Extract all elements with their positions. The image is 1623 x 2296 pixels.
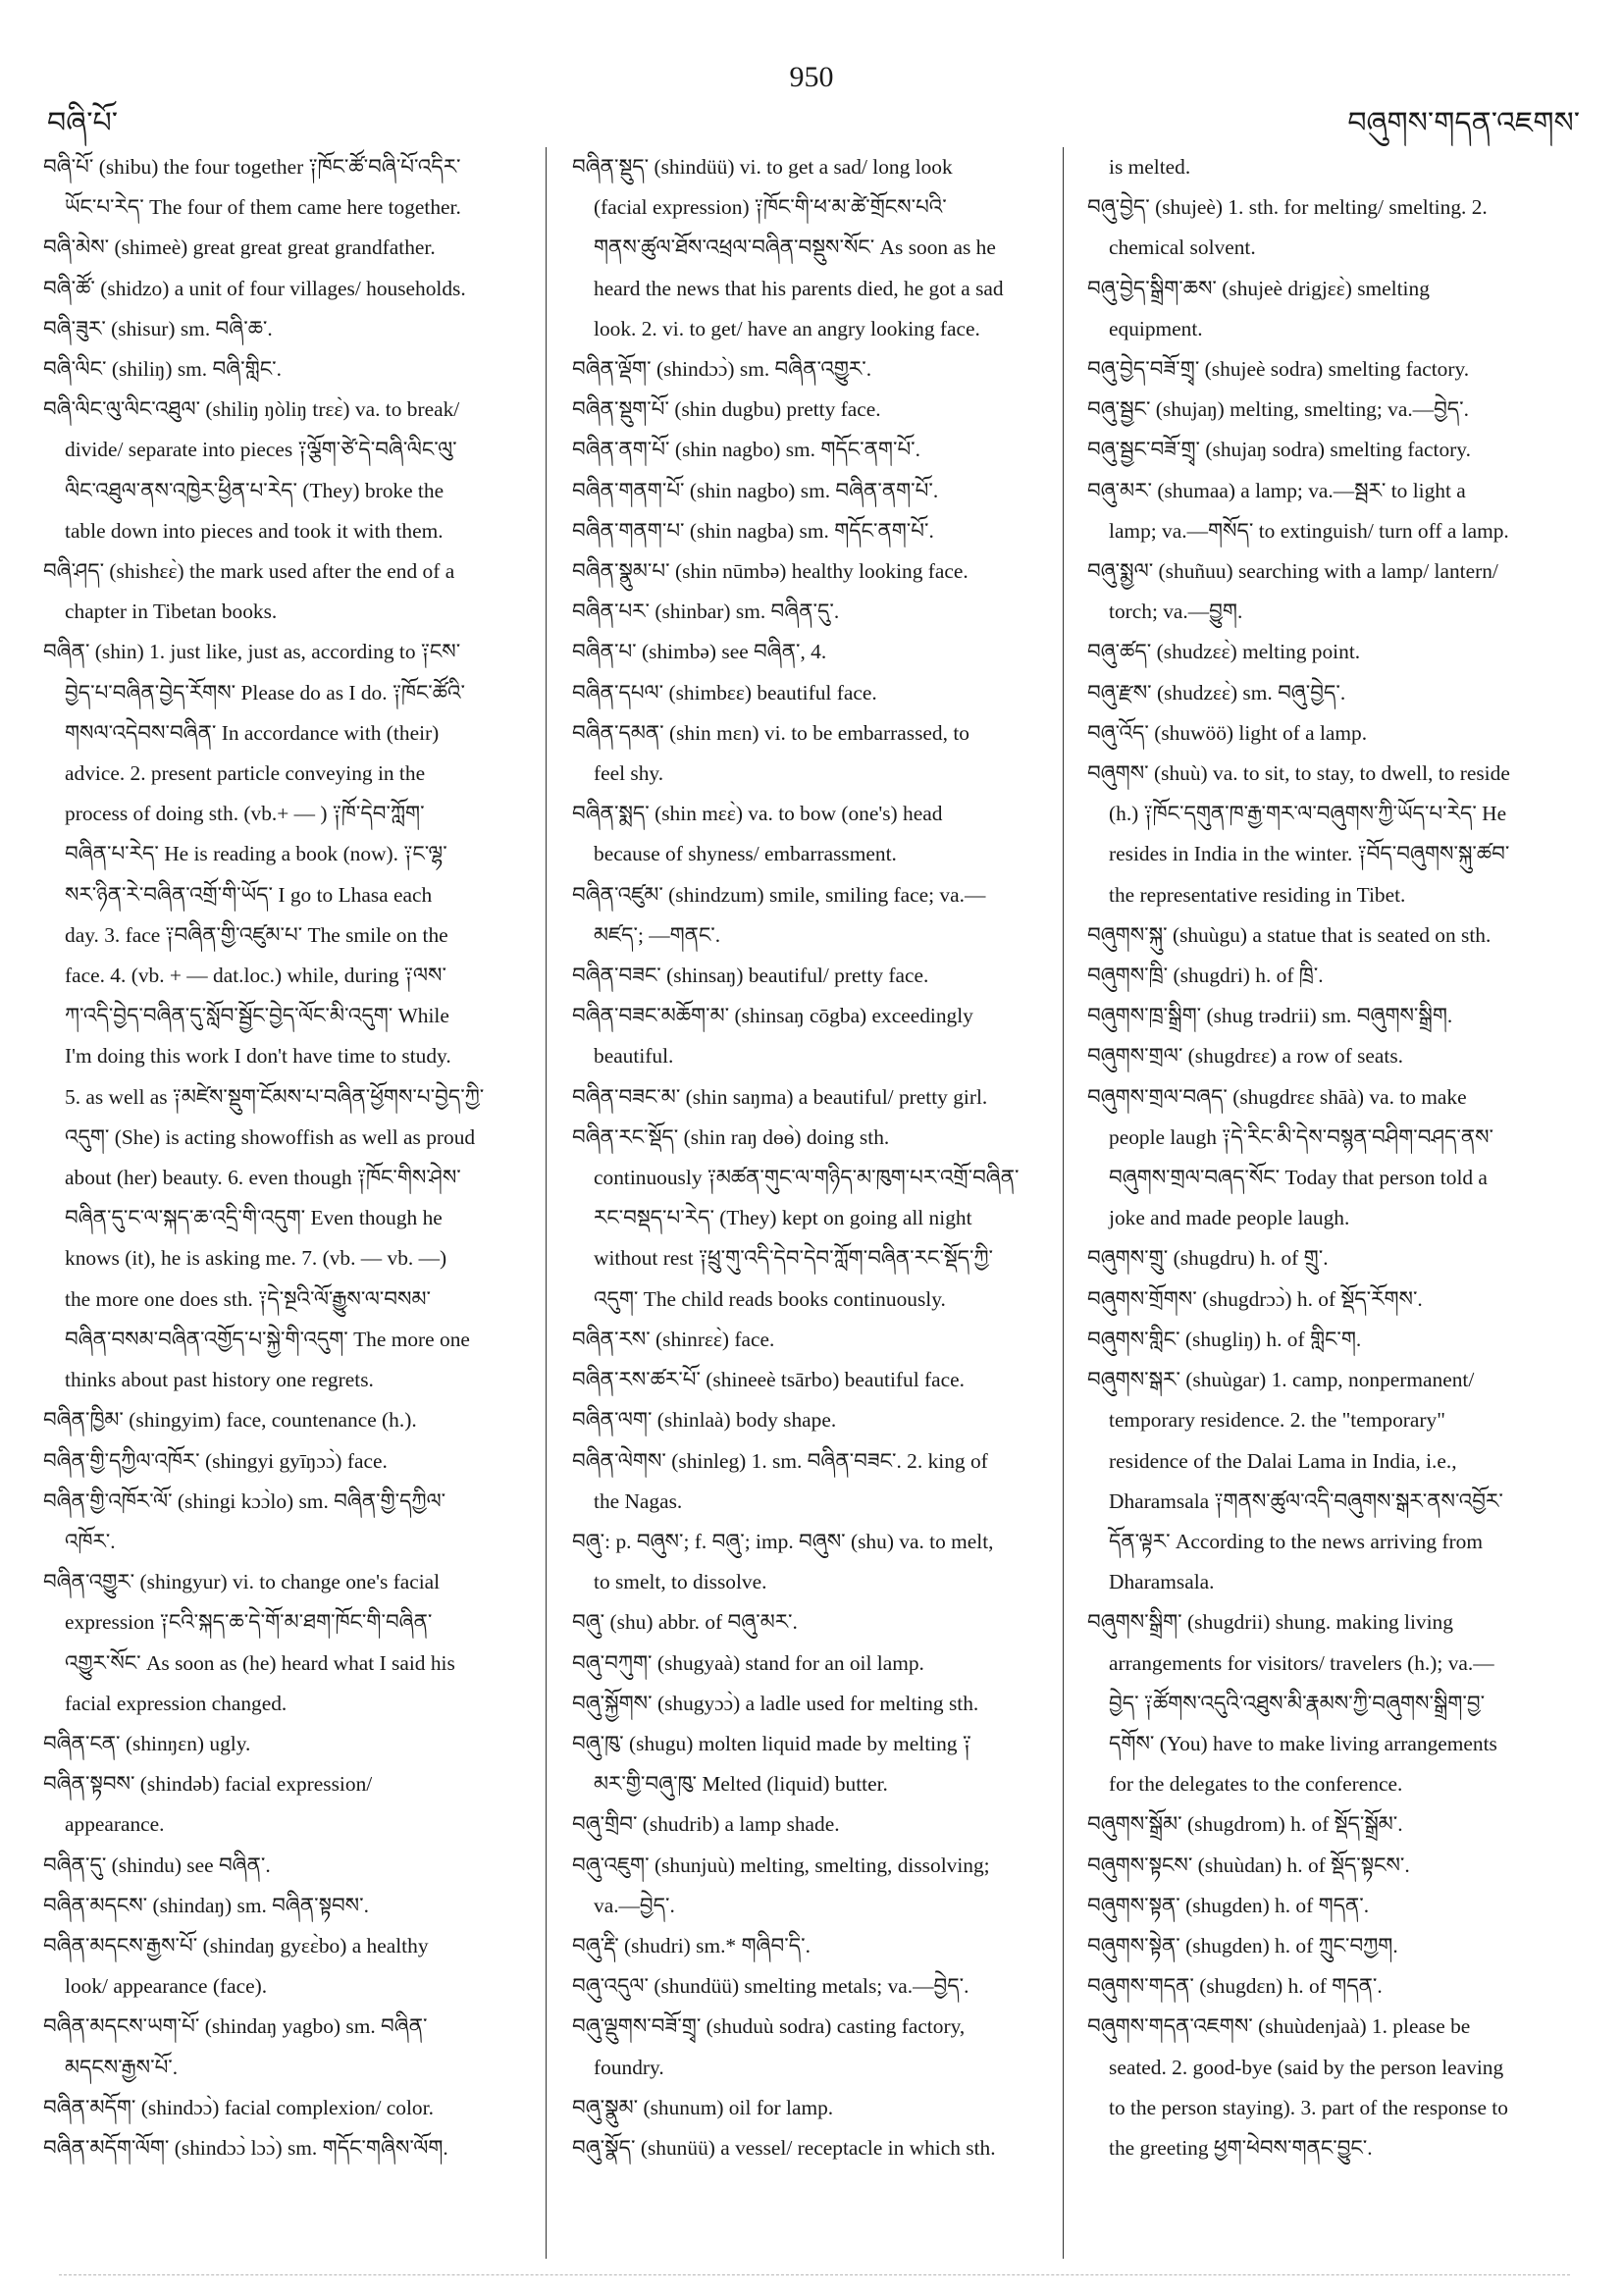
entry-continuation-line: to the person staying). 3. part of the response to <box>1109 2095 1508 2119</box>
entry-continuation-line: གནས་ཚུལ་ཐོས་འཕྲལ་བཞིན་བསྡུས་སོང་ As soon as he <box>594 235 996 260</box>
entry-line: བཞུ་མར་ (shumaa) a lamp; va.—སྦར་ to light a <box>1087 478 1466 502</box>
entry-continuation-line: Dharamsala ༑གནས་ཚུལ་འདི་བཞུགས་སྒར་ནས་འབྱོར་ <box>1109 1488 1503 1513</box>
column-3 <box>1087 147 1570 2168</box>
entry-continuation-line: day. 3. face ༑བཞིན་གྱི་འཛུམ་པ་ The smile on the <box>65 922 448 947</box>
entry-line: བཞིན་པར་ (shinbar) sm. བཞིན་དུ་. <box>572 600 840 624</box>
footer-rule <box>59 2274 1570 2275</box>
entry-continuation-line: འཁོར་. <box>65 1529 116 1553</box>
entry-continuation-line: རང་བསྡད་པ་རེད་ (They) kept on going all night <box>594 1206 972 1230</box>
entry-line: བཞིན་གྱི་འཁོར་ལོ་ (shingi kɔɔ̀lo) sm. བཞིན་གྱི་དཀྱིལ་ <box>43 1488 446 1513</box>
entry-line: བཞི་མེས་ (shimeè) great great great grandfather. <box>43 235 436 260</box>
entry-line: བཞུ་གྲིབ་ (shudrib) a lamp shade. <box>572 1812 840 1837</box>
entry-continuation-line: feel shy. <box>594 761 664 786</box>
entry-line: བཞིན་མདོག་ (shindɔɔ̀) facial complexion/ color. <box>43 2095 434 2119</box>
entry-line: བཞི་ཚོ་ (shidzo) a unit of four villages/ households. <box>43 276 466 300</box>
entry-line: བཞུ་ཁུ་ (shugu) molten liquid made by melting ༑ <box>572 1731 971 1755</box>
entry-line: བཞུ་ཚད་ (shudzɛɛ̀) melting point. <box>1087 640 1361 664</box>
entry-line: བཞུ་བཀུག་ (shugyaà) stand for an oil lamp. <box>572 1650 924 1675</box>
entry-line: བཞུ་ (shu) abbr. of བཞུ་མར་. <box>572 1610 798 1635</box>
entry-line: བཞུ་འདུལ་ (shundüü) smelting metals; va.—བྱེད་. <box>572 1974 969 1999</box>
entry-line: བཞི་ཟུར་ (shisur) sm. བཞི་ཆ་. <box>43 316 273 340</box>
entry-continuation-line: without rest ༑ཕྲུ་གུ་འདི་དེབ་དེབ་ཀློག་བཞིན་རང་སྡོད་ཀྱི་ <box>594 1246 994 1271</box>
entry-continuation-line: བཞིན་བསམ་བཞིན་འགྱོད་པ་སྐྱེ་གི་འདུག་ The more one <box>65 1327 470 1351</box>
entry-line: བཞིན་བཟང་མཆོག་མ་ (shinsaŋ cōgba) exceedingly <box>572 1004 973 1028</box>
entry-line: བཞུ་འཇུག་ (shunjuù) melting, smelting, dissolving; <box>572 1852 990 1877</box>
entry-continuation-line: (h.) ༑ཁོང་དགུན་ཁ་རྒྱ་གར་ལ་བཞུགས་ཀྱི་ཡོད་པ་རེད་ He <box>1109 802 1507 826</box>
entry-line: བཞིན་རང་སྡོད་ (shin raŋ dɵɵ̀) doing sth. <box>572 1124 890 1149</box>
entry-continuation-line: temporary residence. 2. the "temporary" <box>1109 1408 1445 1433</box>
column-1 <box>43 147 522 2168</box>
entry-line: བཞུགས་གྲོགས་ (shugdrɔɔ̀) h. of སྡོད་རོགས་. <box>1087 1286 1423 1311</box>
entry-line: བཞིན་དཔལ་ (shimbɛɛ) beautiful face. <box>572 680 877 704</box>
entry-line: བཞུགས་སྐུ་ (shuùgu) a statue that is seated on sth. <box>1087 922 1492 947</box>
entry-line: བཞིན་འཛུམ་ (shindzum) smile, smiling face; va.— <box>572 882 986 907</box>
entry-line: བཞིན་གནག་པོ་ (shin nagbo) sm. བཞིན་ནག་པོ་. <box>572 478 939 502</box>
entry-continuation-line: མཛད་; —གནང་. <box>594 922 721 947</box>
entry-continuation-line: གསལ་འདེབས་བཞིན་ In accordance with (their) <box>65 720 440 745</box>
header-right-guideword: བཞུགས་གདན་འཇགས་ <box>1347 107 1580 139</box>
entry-continuation-line: Dharamsala. <box>1109 1570 1215 1594</box>
entry-continuation-line: foundry. <box>594 2055 664 2079</box>
entry-continuation-line: འདུག་ The child reads books continuously. <box>594 1286 946 1311</box>
entry-line: བཞིན་པ་ (shimbə) see བཞིན་, 4. <box>572 640 827 664</box>
entry-continuation-line: joke and made people laugh. <box>1109 1206 1350 1230</box>
entry-line: བཞུ་སྨྱལ་ (shuñuu) searching with a lamp/ lantern/ <box>1087 559 1498 584</box>
entry-continuation-line: arrangements for visitors/ travelers (h.); va.— <box>1109 1650 1494 1675</box>
entry-continuation-line: ཀ་འདི་བྱེད་བཞིན་དུ་སློབ་སྦྱོང་བྱེད་ལོང་མི་འདུག་ While <box>65 1004 449 1028</box>
entry-line: བཞུགས་སྟན་ (shugden) h. of གདན་. <box>1087 1893 1370 1917</box>
entry-line: བཞུ་སྦྱང་ (shujaŋ) melting, smelting; va.—བྱེད་. <box>1087 397 1470 422</box>
entry-continuation-line: བྱེད་ ༑ཚོགས་འདུའི་འཐུས་མི་རྣམས་ཀྱི་བཞུགས་སྒྲིག་བྱ་ <box>1109 1691 1486 1715</box>
entry-continuation-line: divide/ separate into pieces ༑ལྕོག་ཙེ་དེ་བཞི་ལིང་ལུ་ <box>65 438 457 462</box>
entry-line: བཞིན་སྣུམ་པ་ (shin nūmbə) healthy looking face. <box>572 559 969 584</box>
entry-continuation-line: ཡོང་པ་རེད་ The four of them came here together. <box>65 195 461 220</box>
entry-continuation-line: look/ appearance (face). <box>65 1974 268 1999</box>
entry-continuation-line: the greeting ཕྱག་ཕེབས་གནང་བྱུང་. <box>1109 2135 1373 2160</box>
entry-continuation-line: beautiful. <box>594 1044 674 1069</box>
entry-continuation-line: chemical solvent. <box>1109 235 1256 260</box>
entry-continuation-line: seated. 2. good-bye (said by the person leaving <box>1109 2055 1504 2079</box>
entry-line: བཞིན་ (shin) 1. just like, just as, according to ༑ངས་ <box>43 640 461 664</box>
entry-continuation-line: ལིང་འཐུལ་ནས་འཁྱེར་ཕྱིན་པ་རེད་ (They) broke the <box>65 478 445 502</box>
entry-continuation-line: the more one does sth. ༑དེ་སྔའི་ལོ་རྒྱུས་ལ་བསམ་ <box>65 1286 431 1311</box>
entry-continuation-line: people laugh ༑དེ་རིང་མི་དེས་བསྙན་བཤིག་བཤད་ནས་ <box>1109 1124 1494 1149</box>
entry-line: བཞིན་བཟང་ (shinsaŋ) beautiful/ pretty face. <box>572 964 929 988</box>
entry-line: བཞིན་མདངས་ (shindaŋ) sm. བཞིན་སྟབས་. <box>43 1893 369 1917</box>
entry-line: བཞིན་གྱི་དཀྱིལ་འཁོར་ (shingyi gyīŋɔɔ̀) face. <box>43 1448 388 1473</box>
entry-continuation-line: equipment. <box>1109 316 1203 340</box>
entry-line: བཞུགས་སྟངས་ (shuùdan) h. of སྡོད་སྟངས་. <box>1087 1852 1410 1877</box>
entry-line: བཞུ་: p. བཞུས་; f. བཞུ་; imp. བཞུས་ (shu) va. to melt, <box>572 1529 994 1553</box>
entry-continuation-line: for the delegates to the conference. <box>1109 1772 1403 1797</box>
column-divider <box>546 147 547 2259</box>
entry-continuation-line: is melted. <box>1109 155 1191 179</box>
entry-continuation-line: heard the news that his parents died, he got a sad <box>594 276 1004 300</box>
entry-continuation-line: facial expression changed. <box>65 1691 288 1715</box>
entry-continuation-line: resides in India in the winter. ༑བོད་བཞུགས་སྐུ་ཚབ་ <box>1109 842 1510 866</box>
entry-line: བཞུགས་སྒྲིག་ (shugdrii) shung. making living <box>1087 1610 1453 1635</box>
entry-line: བཞིན་སྡུད་ (shindüü) vi. to get a sad/ long look <box>572 155 953 179</box>
entry-continuation-line: knows (it), he is asking me. 7. (vb. — vb. —) <box>65 1246 447 1271</box>
entry-line: བཞིན་ལག་ (shinlaà) body shape. <box>572 1408 837 1433</box>
entry-continuation-line: face. 4. (vb. + — dat.loc.) while, during ༑ལས་ <box>65 964 446 988</box>
entry-line: བཞུ་རྫས་ (shudzɛɛ̀) sm. བཞུ་བྱེད་. <box>1087 680 1346 704</box>
entry-continuation-line: བཞིན་པ་རེད་ He is reading a book (now). ༑ང་ལྷ་ <box>65 842 447 866</box>
entry-line: བཞུགས་གླིང་ (shugliŋ) h. of གླིང་ག. <box>1087 1327 1362 1351</box>
entry-continuation-line: 5. as well as ༑མཛེས་སྡུག་ངོམས་པ་བཞིན་ཕྱོགས་པ་བྱེད་ཀྱི་ <box>65 1084 485 1109</box>
entry-continuation-line: མདངས་རྒྱས་པོ་. <box>65 2055 179 2079</box>
entry-continuation-line: འགྱུར་སོང་ As soon as (he) heard what I said his <box>65 1650 455 1675</box>
entry-continuation-line: བྱེད་པ་བཞིན་བྱེད་རོགས་ Please do as I do. ༑ཁོང་ཚོའི་ <box>65 680 465 704</box>
entry-line: བཞིན་ནག་པོ་ (shin nagbo) sm. གདོང་ནག་པོ་. <box>572 438 920 462</box>
page-number: 950 <box>789 61 834 93</box>
entry-line: བཞུགས་ཁྲ་སྒྲིག་ (shug trədrii) sm. བཞུགས་སྒྲིག. <box>1087 1004 1453 1028</box>
entry-line: བཞུ་སྐྱོགས་ (shugyɔɔ̀) a ladle used for melting sth. <box>572 1691 979 1715</box>
entry-line: བཞུགས་གྲལ་ (shugdrɛɛ) a row of seats. <box>1087 1044 1404 1069</box>
header-left-guideword: བཞི་པོ་ <box>47 107 119 139</box>
entry-line: བཞི་པོ་ (shibu) the four together ༑ཁོང་ཚོ་བཞི་པོ་འདིར་ <box>43 155 461 179</box>
entry-continuation-line: མར་གྱི་བཞུ་ཁུ་ Melted (liquid) butter. <box>594 1772 888 1797</box>
entry-line: བཞུ་རྡི་ (shudri) sm.* གཞིབ་དི་. <box>572 1933 811 1957</box>
entry-line: བཞིན་ཁྱིམ་ (shingyim) face, countenance (h.). <box>43 1408 417 1433</box>
entry-line: བཞུ་བྱེད་སྒྲིག་ཆས་ (shujeè drigjɛɛ̀) smelting <box>1087 276 1430 300</box>
entry-line: བཞུགས་གྲུ་ (shugdru) h. of གྲུ་. <box>1087 1246 1329 1271</box>
entry-continuation-line: appearance. <box>65 1812 165 1837</box>
entry-line: བཞུགས་གདན་འཇགས་ (shuùdenjaà) 1. please be <box>1087 2014 1471 2039</box>
entry-line: བཞུགས་སྒར་ (shuùgar) 1. camp, nonpermanent/ <box>1087 1368 1475 1392</box>
entry-continuation-line: va.—བྱེད་. <box>594 1893 675 1917</box>
entry-continuation-line: སར་ཉིན་རེ་བཞིན་འགྲོ་གི་ཡོད་ I go to Lhasa each <box>65 882 433 907</box>
entry-continuation-line: བཞིན་དུ་ང་ལ་སྐད་ཆ་འདྲི་གི་འདུག་ Even though he <box>65 1206 443 1230</box>
entry-line: བཞུ་སྣུམ་ (shunum) oil for lamp. <box>572 2095 834 2119</box>
entry-line: བཞི་ལིང་ལུ་ལིང་འཐུལ་ (shiliŋ ŋòliŋ trɛɛ̀) va. to break/ <box>43 397 460 422</box>
entry-continuation-line: དགོས་ (You) have to make living arrangements <box>1109 1731 1497 1755</box>
entry-continuation-line: thinks about past history one regrets. <box>65 1368 374 1392</box>
entry-line: བཞུ་སྣོད་ (shunüü) a vessel/ receptacle in which sth. <box>572 2135 996 2160</box>
entry-continuation-line: (facial expression) ༑ཁོང་གི་ཕ་མ་ཚེ་གྲོངས་པའི་ <box>594 195 947 220</box>
entry-continuation-line: continuously ༑མཚན་གུང་ལ་གཉིད་མ་ཁུག་པར་འགྲོ་བཞིན་ <box>594 1166 1020 1190</box>
entry-line: བཞིན་དུ་ (shindu) see བཞིན་. <box>43 1852 271 1877</box>
entry-line: བཞུགས་གྲལ་བཞད་ (shugdrɛɛ shāà) va. to make <box>1087 1084 1467 1109</box>
entry-continuation-line: I'm doing this work I don't have time to study. <box>65 1044 451 1069</box>
entry-line: བཞུགས་ཁྲི་ (shugdri) h. of ཁྲི་. <box>1087 964 1324 988</box>
entry-line: བཞིན་མདངས་ཡག་པོ་ (shindaŋ yagbo) sm. བཞིན་ <box>43 2014 428 2039</box>
entry-continuation-line: the Nagas. <box>594 1488 683 1513</box>
entry-line: བཞུ་འོད་ (shuwöö) light of a lamp. <box>1087 720 1368 745</box>
entry-line: བཞུགས་ (shuù) va. to sit, to stay, to dwell, to reside <box>1087 761 1510 786</box>
entry-continuation-line: expression ༑ངའི་སྐད་ཆ་དེ་གོ་མ་ཐག་ཁོང་གི་བཞིན་ <box>65 1610 433 1635</box>
entry-line: བཞིན་མདོག་ལོག་ (shindɔɔ̀ lɔɔ̀) sm. གདོང་གཞིས་ལོག. <box>43 2135 448 2160</box>
entry-continuation-line: table down into pieces and took it with them. <box>65 518 444 543</box>
entry-line: བཞིན་རས་ཚར་པོ་ (shineeè tsārbo) beautiful face. <box>572 1368 965 1392</box>
entry-continuation-line: process of doing sth. (vb.+ — ) ༑ཁོ་དེབ་ཀློག་ <box>65 802 425 826</box>
entry-line: བཞིན་སྡུག་པོ་ (shin dugbu) pretty face. <box>572 397 881 422</box>
entry-continuation-line: lamp; va.—གསོད་ to extinguish/ turn off a lamp. <box>1109 518 1509 543</box>
entry-line: བཞུ་བྱེད་བཟོ་གྲྭ་ (shujeè sodra) smelting factory. <box>1087 357 1470 382</box>
entry-line: བཞིན་སྨད་ (shin mɛɛ̀) va. to bow (one's) head <box>572 802 943 826</box>
entry-continuation-line: འདུག་ (She) is acting showoffish as well as proud <box>65 1124 476 1149</box>
column-divider <box>1063 147 1064 2259</box>
entry-line: བཞིན་ངན་ (shinŋɛn) ugly. <box>43 1731 251 1755</box>
entry-line: བཞུགས་སྟེན་ (shugden) h. of ཀྲུང་བཀྱག. <box>1087 1933 1398 1957</box>
entry-continuation-line: torch; va.—བྱུག. <box>1109 600 1243 624</box>
entry-line: བཞིན་ལེགས་ (shinleg) 1. sm. བཞིན་བཟང་. 2. king of <box>572 1448 988 1473</box>
entry-continuation-line: the representative residing in Tibet. <box>1109 882 1406 907</box>
entry-line: བཞི་ཤད་ (shishɛɛ̀) the mark used after the end of a <box>43 559 455 584</box>
entry-continuation-line: དོན་ལྟར་ According to the news arriving from <box>1109 1529 1483 1553</box>
entry-line: བཞིན་རས་ (shinrɛɛ̀) face. <box>572 1327 775 1351</box>
entry-line: བཞུ་སྦྱང་བཟོ་གྲྭ་ (shujaŋ sodra) smelting factory. <box>1087 438 1471 462</box>
entry-line: བཞིན་དམན་ (shin mɛn) vi. to be embarrassed, to <box>572 720 969 745</box>
entry-continuation-line: residence of the Dalai Lama in India, i.e., <box>1109 1448 1457 1473</box>
entry-line: བཞིན་བཟང་མ་ (shin saŋma) a beautiful/ pretty girl. <box>572 1084 988 1109</box>
entry-line: བཞི་ལིང་ (shiliŋ) sm. བཞི་གླིང་. <box>43 357 282 382</box>
entry-continuation-line: to smelt, to dissolve. <box>594 1570 767 1594</box>
entry-line: བཞིན་སྟབས་ (shindəb) facial expression/ <box>43 1772 373 1797</box>
entry-line: བཞིན་མདངས་རྒྱས་པོ་ (shindaŋ gyɛɛ̀bo) a healthy <box>43 1933 429 1957</box>
entry-line: བཞིན་གནག་པ་ (shin nagba) sm. གདོང་ནག་པོ་. <box>572 518 934 543</box>
entry-continuation-line: look. 2. vi. to get/ have an angry looking face. <box>594 316 980 340</box>
entry-line: བཞིན་ལྡོག་ (shindɔɔ̀) sm. བཞིན་འགྱུར་. <box>572 357 872 382</box>
entry-continuation-line: about (her) beauty. 6. even though ༑ཁོང་གིས་ཤེས་ <box>65 1166 461 1190</box>
entry-continuation-line: chapter in Tibetan books. <box>65 600 278 624</box>
entry-line: བཞུ་བྱེད་ (shujeè) 1. sth. for melting/ smelting. 2. <box>1087 195 1488 220</box>
entry-continuation-line: advice. 2. present particle conveying in the <box>65 761 426 786</box>
column-2 <box>572 147 1051 2168</box>
entry-continuation-line: བཞུགས་གྲལ་བཞད་སོང་ Today that person told a <box>1109 1166 1488 1190</box>
entry-line: བཞུགས་སྒྲོམ་ (shugdrom) h. of སྡོད་སྒྲོམ་. <box>1087 1812 1403 1837</box>
entry-continuation-line: because of shyness/ embarrassment. <box>594 842 897 866</box>
entry-line: བཞིན་འགྱུར་ (shingyur) vi. to change one's facial <box>43 1570 441 1594</box>
entry-line: བཞུགས་གདན་ (shugdɛn) h. of གདན་. <box>1087 1974 1383 1999</box>
entry-line: བཞུ་ལྡུགས་བཟོ་གྲྭ་ (shuduù sodra) casting factory, <box>572 2014 966 2039</box>
